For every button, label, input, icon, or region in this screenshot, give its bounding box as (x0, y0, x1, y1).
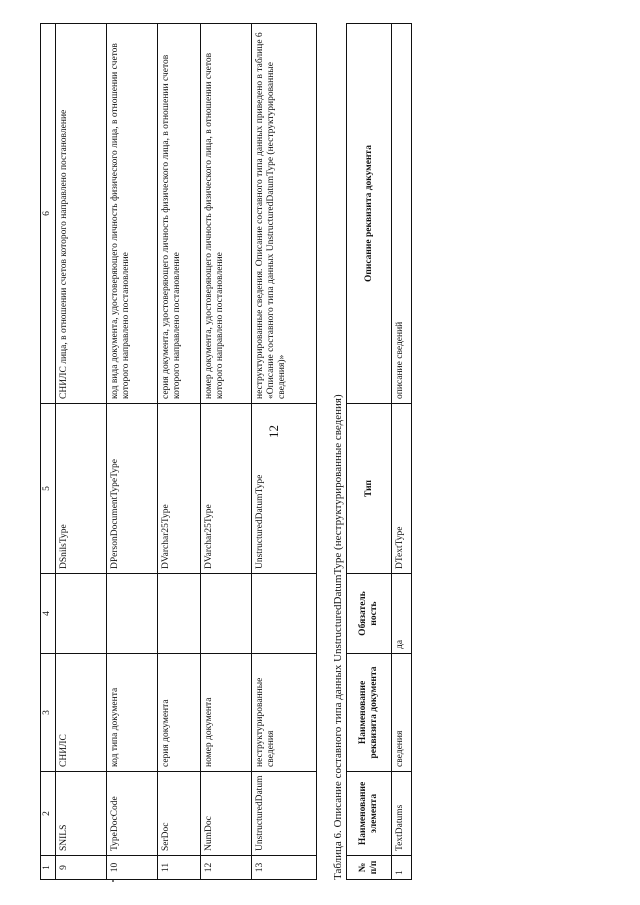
row-number: 9 (56, 856, 107, 880)
header-description: Описание реквизита документа (347, 24, 392, 404)
column-number: 5 (41, 404, 56, 574)
scan-speck (112, 880, 114, 882)
column-number: 3 (41, 654, 56, 772)
element-name: UnstructuredDatum (252, 772, 317, 856)
data-type: DSnilsType (56, 404, 107, 574)
attribute-description: СНИЛС лица, в отношении счетов которого направлено постановление (56, 24, 107, 404)
row-number: 10 (107, 856, 158, 880)
attribute-name: номер документа (201, 654, 252, 772)
mandatory-flag (107, 574, 158, 654)
table-row (252, 24, 317, 880)
attribute-name: неструктурированные сведения (252, 654, 317, 772)
header-element: Наименование элемента (347, 772, 392, 856)
attribute-description: код вида документа, удостоверяющего личность физического лица, в отношении счетов которого направлено постановление (107, 24, 158, 404)
column-number: 6 (41, 24, 56, 404)
column-number-row (41, 24, 56, 880)
table-row (107, 24, 158, 880)
mandatory-flag: да (392, 574, 412, 654)
attribute-description: описание сведений (392, 24, 412, 404)
table-header-row (347, 24, 392, 880)
mandatory-flag (158, 574, 201, 654)
column-number: 2 (41, 772, 56, 856)
attributes-table-continuation (40, 23, 317, 880)
attribute-name: серия документа (158, 654, 201, 772)
header-name: Наименование реквизита документа (347, 654, 392, 772)
page-number: 12 (266, 425, 281, 438)
header-num: № п/п (347, 856, 392, 880)
table-row (158, 24, 201, 880)
row-number: 13 (252, 856, 317, 880)
column-number: 1 (41, 856, 56, 880)
row-number: 11 (158, 856, 201, 880)
row-number: 1 (392, 856, 412, 880)
column-number: 4 (41, 574, 56, 654)
attribute-name: сведения (392, 654, 412, 772)
attribute-description: неструктурированные сведения. Описание составного типа данных приведено в таблице 6 «Описание составного типа данных UnstructuredDatumType (неструктурированные сведения)» (252, 24, 317, 404)
data-type: DPersonDocumentTypeType (107, 404, 158, 574)
header-type: Тип (347, 404, 392, 574)
data-type: DVarchar25Type (158, 404, 201, 574)
attribute-description: серия документа, удостоверяющего личность физического лица, в отношении счетов которого направлено постановление (158, 24, 201, 404)
mandatory-flag (252, 574, 317, 654)
data-type: DVarchar25Type (201, 404, 252, 574)
element-name: SNILS (56, 772, 107, 856)
attribute-name: СНИЛС (56, 654, 107, 772)
data-type: UnstructuredDatumType (252, 404, 317, 574)
element-name: TextDatums (392, 772, 412, 856)
row-number: 12 (201, 856, 252, 880)
table-row (201, 24, 252, 880)
table-caption: Таблица 6. Описание составного типа данных UnstructuredDatumType (неструктурированные сведения) (332, 394, 344, 880)
table-row (56, 24, 107, 880)
mandatory-flag (201, 574, 252, 654)
attribute-name: код типа документа (107, 654, 158, 772)
table-row (392, 24, 412, 880)
data-type: DTextType (392, 404, 412, 574)
header-mandatory: Обязатель ность (347, 574, 392, 654)
attribute-description: номер документа, удостоверяющего личность физического лица, в отношении счетов которого направлено постановление (201, 24, 252, 404)
unstructured-datum-type-table (346, 23, 412, 880)
element-name: NumDoc (201, 772, 252, 856)
rotated-content (40, 0, 640, 880)
mandatory-flag (56, 574, 107, 654)
element-name: TypeDocCode (107, 772, 158, 856)
element-name: SerDoc (158, 772, 201, 856)
